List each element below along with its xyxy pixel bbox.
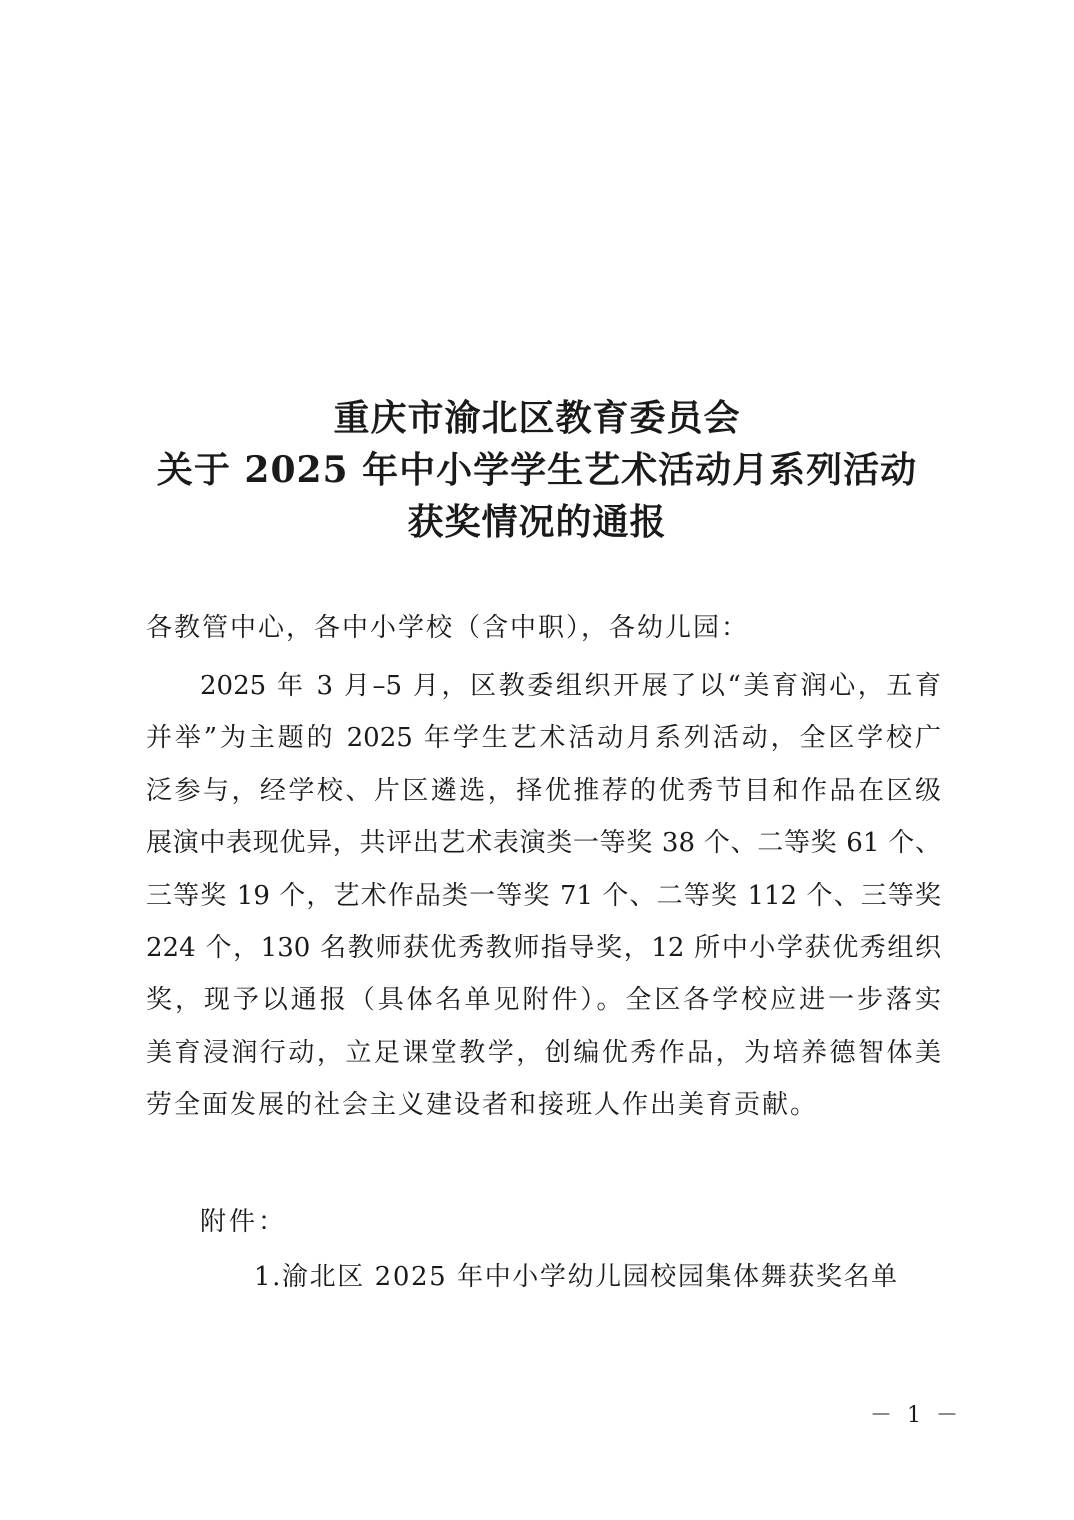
page-number: － 1 － — [870, 1403, 962, 1428]
document-title — [0, 392, 1074, 548]
body-line-5: 三等奖 19 个，艺术作品类一等奖 71 个、二等奖 112 个、三等奖 — [146, 880, 941, 911]
body-paragraph — [146, 660, 941, 1132]
body-line-1: 2025 年 3 月–5 月，区教委组织开展了以“美育润心，五育 — [200, 671, 941, 701]
body-line-9: 劳全面发展的社会主义建设者和接班人作出美育贡献。 — [146, 1090, 819, 1121]
title-line-3: 获奖情况的通报 — [407, 501, 667, 543]
title-line-1: 重庆市渝北区教育委员会 — [333, 397, 741, 439]
salutation: 各教管中心，各中小学校（含中职），各幼儿园： — [146, 613, 750, 643]
attachment-label: 附件： — [200, 1207, 288, 1237]
body-line-3: 泛参与，经学校、片区遴选，择优推荐的优秀节目和作品在区级 — [146, 775, 941, 806]
body-line-8: 美育浸润行动，立足课堂教学，创编优秀作品，为培养德智体美 — [146, 1037, 941, 1068]
body-line-6: 224 个，130 名教师获优秀教师指导奖，12 所中小学获优秀组织 — [146, 932, 941, 963]
attachment-item-1: 1.渝北区 2025 年中小学幼儿园校园集体舞获奖名单 — [254, 1262, 899, 1292]
body-line-4: 展演中表现优异，共评出艺术表演类一等奖 38 个、二等奖 61 个、 — [146, 828, 941, 859]
title-line-2: 关于 2025 年中小学学生艺术活动月系列活动 — [156, 449, 918, 491]
body-line-7: 奖，现予以通报（具体名单见附件）。全区各学校应进一步落实 — [146, 985, 941, 1016]
body-line-2: 并举”为主题的 2025 年学生艺术活动月系列活动，全区学校广 — [146, 723, 941, 754]
